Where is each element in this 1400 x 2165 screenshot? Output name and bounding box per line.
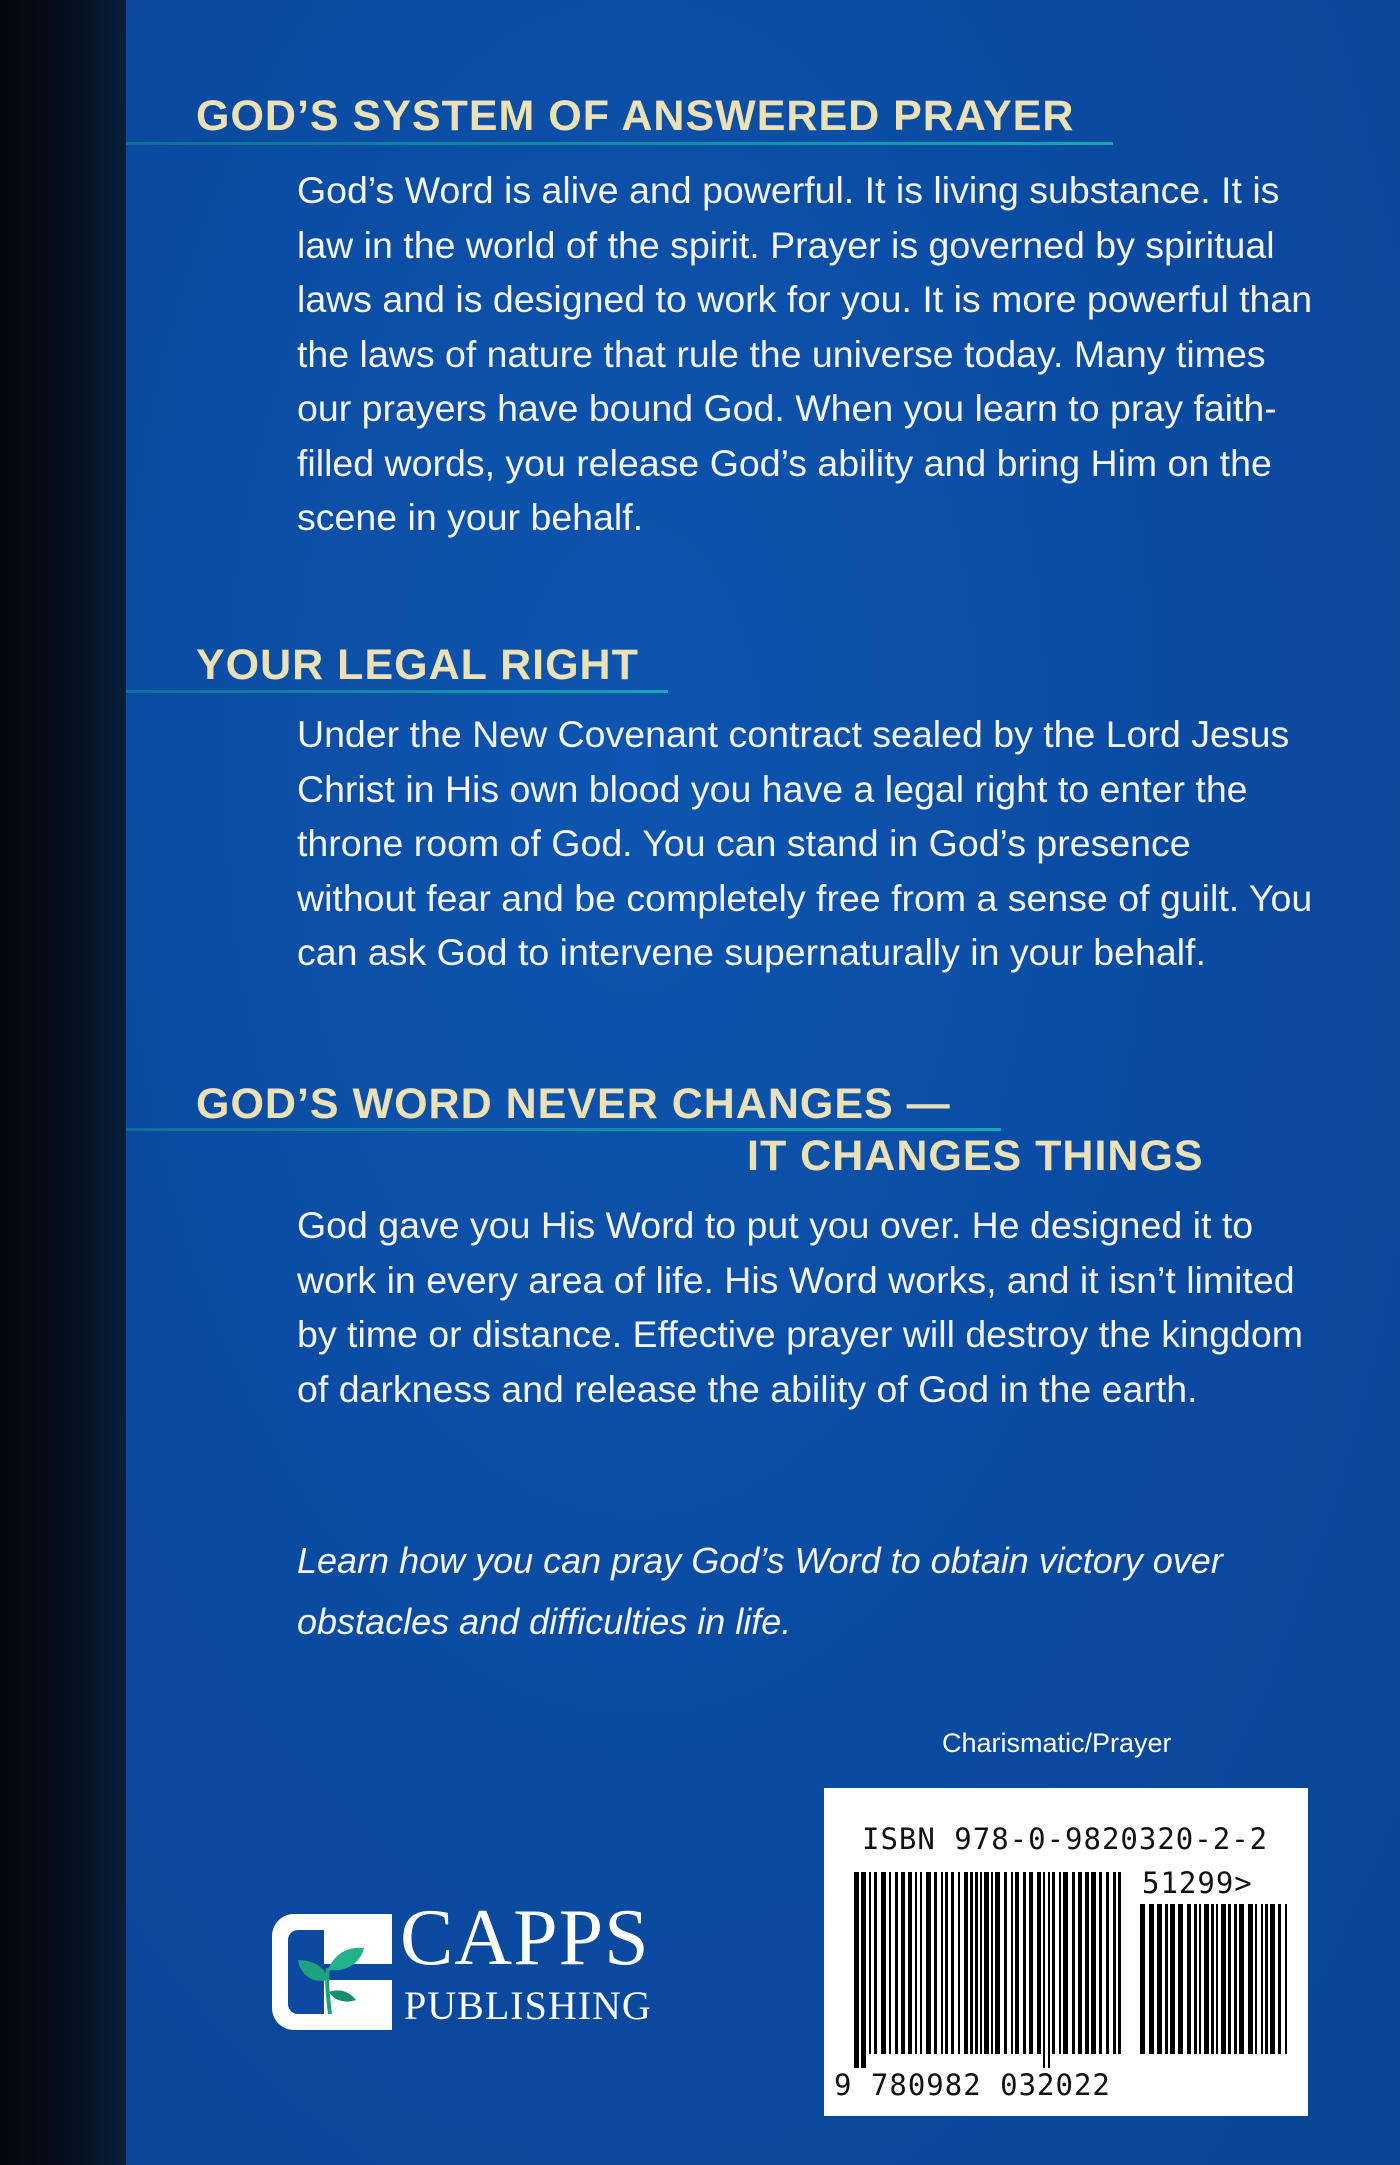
publisher-name: CAPPS [400,1894,650,1982]
barcode-bar [934,1872,937,2054]
section-body-word-never-changes: God gave you His Word to put you over. He designed it to work in every area of life. His Word works, and it isn’t limited by time or distance. Effective prayer will destroy the kingdom of darkness and release the ability of God in the earth. [297,1204,1303,1410]
barcode-bar [1165,1904,1168,2054]
section-body-answered-prayer: God’s Word is alive and powerful. It is living substance. It is law in the world of the spirit. Prayer is governed by spiritual laws and is designed to work for you. It is more powerful than the laws of nature that rule the universe today. Many times our prayers have bound God. When you learn to pray faith-filled words, you release God’s ability and bring Him on the scene in your behalf. [297,169,1313,538]
barcode-bar [1248,1904,1253,2054]
barcode-bar [991,1872,993,2054]
barcode-bar [984,1872,989,2054]
barcode-bar [1063,1872,1068,2054]
barcode-bar [1221,1904,1226,2054]
barcode-bar [941,1872,943,2054]
barcode-bar [1004,1872,1007,2054]
barcode-bar [970,1872,973,2054]
barcode-bar [920,1872,922,2054]
barcode-bar [881,1872,886,2054]
barcode-bar [874,1872,877,2054]
barcode-bar [1211,1904,1214,2054]
barcode-bar [945,1872,948,2054]
capps-publishing-logo-icon [268,1910,392,2034]
barcode-bar [1187,1904,1191,2054]
barcode-bar [889,1872,891,2054]
section-heading-legal-right: YOUR LEGAL RIGHT [196,641,639,689]
barcode-bar [1149,1904,1154,2054]
barcode-bar [908,1872,912,2054]
barcode-bar [958,1872,960,2054]
barcode-bar [1199,1904,1201,2054]
isbn-label: ISBN 978-0-9820320-2-2 [862,1822,1269,1856]
barcode-bar [1216,1904,1218,2054]
barcode-bar [1113,1872,1116,2054]
barcode-bar [1052,1872,1055,2054]
section-heading-answered-prayer: GOD’S SYSTEM OF ANSWERED PRAYER [196,92,1075,140]
barcode-bar [964,1872,968,2054]
barcode-bar [1234,1904,1237,2054]
barcode-bar [975,1872,978,2054]
barcode-bar [1048,1872,1050,2068]
section-heading-word-never-changes: GOD’S WORD NEVER CHANGES — [196,1080,951,1128]
barcode-bar [1118,1872,1121,2054]
barcode-addon [1140,1904,1290,2068]
price-code: 51299> [1142,1866,1253,1900]
barcode-bar [1023,1872,1026,2054]
barcode-bar [1085,1872,1089,2054]
barcode-bar [1204,1904,1209,2054]
barcode-bar [869,1872,871,2054]
barcode-bar [1106,1872,1109,2054]
heading-underline [126,1128,1001,1131]
barcode-bar [1228,1904,1231,2054]
isbn-barcode-block [824,1788,1308,2116]
barcode-bar [1194,1904,1197,2054]
barcode-bar [1043,1872,1045,2068]
barcode-bar [1072,1872,1075,2054]
barcode-bar [1029,1872,1033,2054]
ean-digits: 9 780982 032022 [834,2068,1111,2102]
barcode-bar [1178,1904,1183,2054]
barcode-bar [861,1872,866,2068]
barcode-bar [1140,1904,1145,2054]
barcode-bar [1059,1872,1061,2054]
barcode-bar [1285,1904,1287,2054]
barcode-bar [1037,1872,1041,2054]
barcode-bar [915,1872,917,2054]
barcode [854,1872,1124,2068]
barcode-bar [1265,1904,1268,2054]
barcode-bar [995,1872,1000,2054]
barcode-bar [1278,1904,1281,2054]
barcode-bar [1255,1904,1257,2054]
barcode-bar [1015,1872,1019,2054]
section-heading-changes-things: IT CHANGES THINGS [747,1132,1204,1180]
barcode-bar [854,1872,859,2068]
closing-tagline: Learn how you can pray God’s Word to obtain victory over obstacles and difficulties in life. [297,1540,1223,1642]
barcode-bar [895,1872,898,2054]
barcode-bar [926,1872,931,2054]
spine-edge [0,0,126,2165]
barcode-bar [901,1872,905,2054]
barcode-bar [1270,1904,1275,2054]
barcode-bar [1261,1904,1263,2054]
barcode-bar [1099,1872,1102,2054]
barcode-bar [1170,1904,1175,2054]
section-body-legal-right: Under the New Covenant contract sealed by the Lord Jesus Christ in His own blood you have a legal right to enter the throne room of God. You can stand in God’s presence without fear and be completely free from a sense of guilt. You can ask God to intervene supernaturally in your behalf. [297,713,1313,973]
barcode-bar [1011,1872,1013,2054]
publisher-subtitle: PUBLISHING [404,1983,652,2028]
barcode-bar [951,1872,954,2054]
barcode-bar [980,1872,982,2054]
barcode-bar [1239,1904,1244,2054]
barcode-bar [1078,1872,1082,2054]
barcode-bar [1157,1904,1162,2054]
heading-underline [126,690,668,693]
heading-underline [126,142,1113,145]
book-category: Charismatic/Prayer [942,1728,1172,1758]
barcode-bar [1091,1872,1096,2054]
